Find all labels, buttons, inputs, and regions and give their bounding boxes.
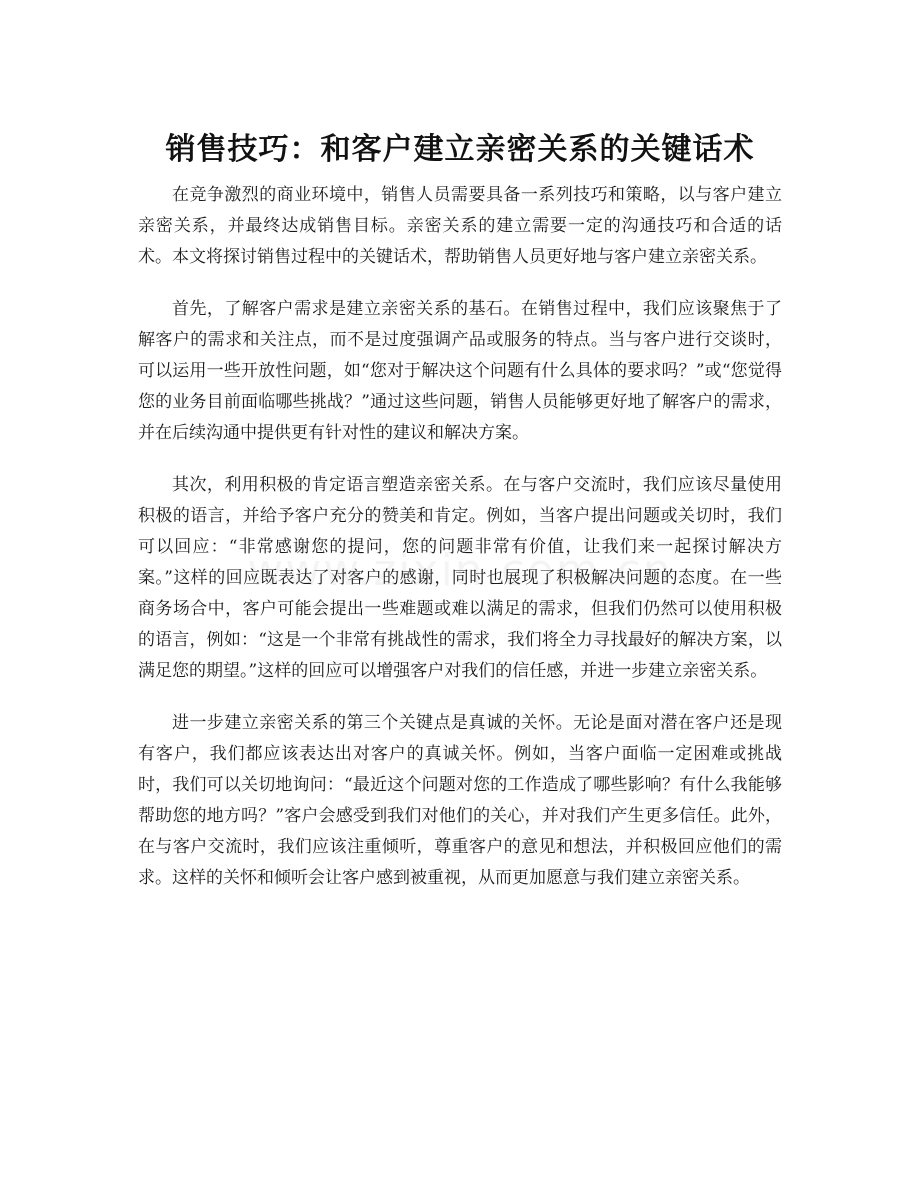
paragraph-sincere-care: 进一步建立亲密关系的第三个关键点是真诚的关怀。无论是面对潜在客户还是现有客户，我们都应该表达出对客户的真诚关怀。例如，当客户面临一定困难或挑战时，我们可以关切地询问：“最近这个问题对您的工作造成了哪些影响？有什么我能够帮助您的地方吗？”客户会感受到我们对他们的关心，并对我们产生更多信任。此外，在与客户交流时，我们应该注重倾听，尊重客户的意见和想法，并积极回应他们的需求。这样的关怀和倾听会让客户感到被重视，从而更加愿意与我们建立亲密关系。: [138, 713, 782, 888]
paragraph-intro: 在竞争激烈的商业环境中，销售人员需要具备一系列技巧和策略，以与客户建立亲密关系，并最终达成销售目标。亲密关系的建立需要一定的沟通技巧和合适的话术。本文将探讨销售过程中的关键话术，帮助销售人员更好地与客户建立亲密关系。: [138, 185, 782, 267]
document-title: 销售技巧：和客户建立亲密关系的关键话术: [165, 132, 755, 168]
paragraph-understand-needs: 首先，了解客户需求是建立亲密关系的基石。在销售过程中，我们应该聚焦于了解客户的需求和关注点，而不是过度强调产品或服务的特点。当与客户进行交谈时，可以运用一些开放性问题，如“您对于解决这个问题有什么具体的要求吗？”或“您觉得您的业务目前面临哪些挑战？”通过这些问题，销售人员能够更好地了解客户的需求，并在后续沟通中提供更有针对性的建议和解决方案。: [138, 299, 782, 443]
document-body: [138, 180, 782, 915]
paragraph-positive-language: 其次，利用积极的肯定语言塑造亲密关系。在与客户交流时，我们应该尽量使用积极的语言，并给予客户充分的赞美和肯定。例如，当客户提出问题或关切时，我们可以回应：“非常感谢您的提问，您的问题非常有价值，让我们来一起探讨解决方案。”这样的回应既表达了对客户的感谢，同时也展现了积极解决问题的态度。在一些商务场合中，客户可能会提出一些难题或难以满足的需求，但我们仍然可以使用积极的语言，例如：“这是一个非常有挑战性的需求，我们将全力寻找最好的解决方案，以满足您的期望。”这样的回应可以增强客户对我们的信任感，并进一步建立亲密关系。: [138, 475, 782, 681]
